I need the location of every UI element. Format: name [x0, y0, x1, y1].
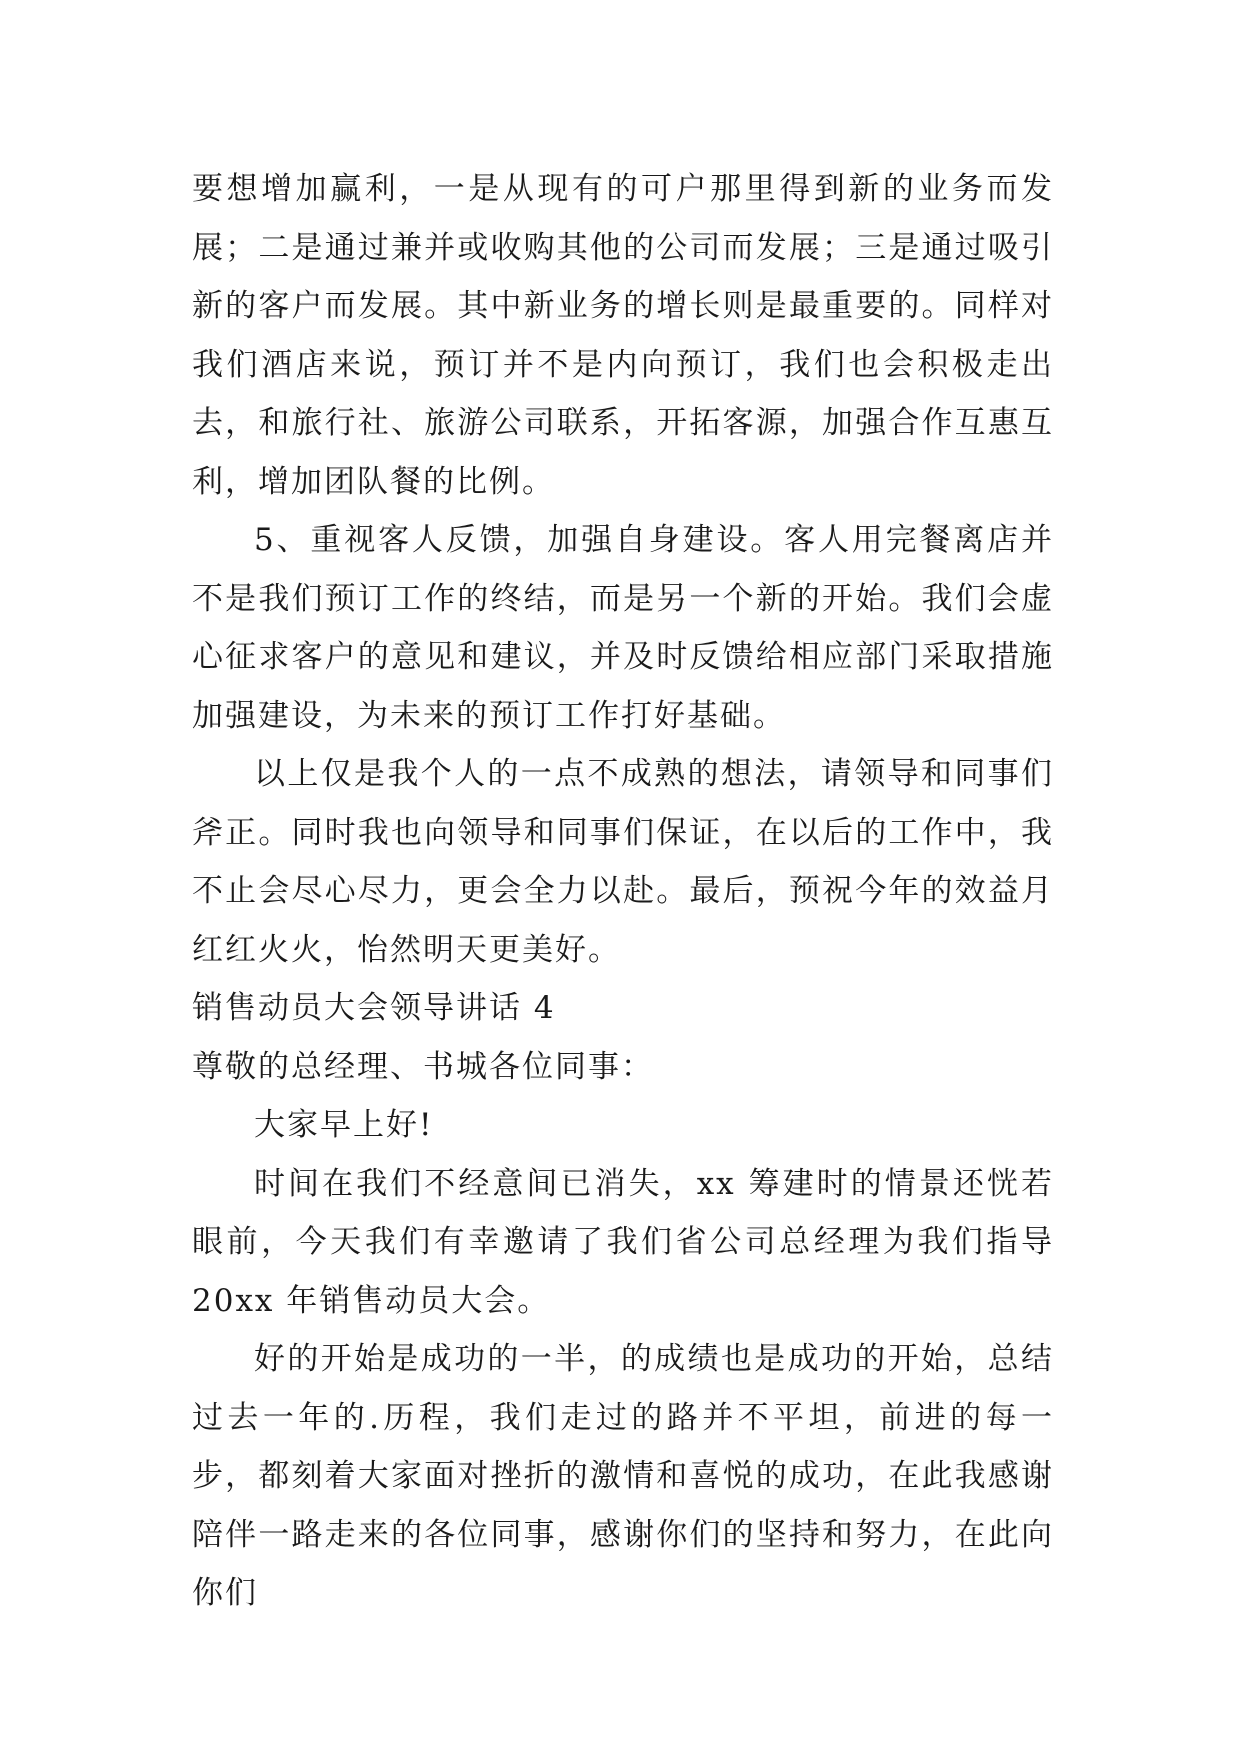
document-body	[192, 160, 1054, 1623]
paragraph-review: 好的开始是成功的一半，的成绩也是成功的开始，总结过去一年的.历程，我们走过的路并不平坦，前进的每一步，都刻着大家面对挫折的激情和喜悦的成功，在此我感谢陪伴一路走来的各位同事，感谢你们的坚持和努力，在此向你们	[192, 1341, 1054, 1611]
greeting: 大家早上好!	[254, 1107, 434, 1143]
paragraph-customer-feedback: 5、重视客人反馈，加强自身建设。客人用完餐离店并不是我们预订工作的终结，而是另一个新的开始。我们会虚心征求客户的意见和建议，并及时反馈给相应部门采取措施加强建设，为未来的预订工作打好基础。	[192, 522, 1054, 734]
section-heading: 销售动员大会领导讲话 4	[192, 990, 556, 1026]
paragraph-closing-remarks: 以上仅是我个人的一点不成熟的想法，请领导和同事们斧正。同时我也向领导和同事们保证，在以后的工作中，我不止会尽心尽力，更会全力以赴。最后，预祝今年的效益月红红火火，怡然明天更美好。	[192, 756, 1054, 968]
paragraph-opening: 时间在我们不经意间已消失，xx 筹建时的情景还恍若眼前，今天我们有幸邀请了我们省公司总经理为我们指导 20xx 年销售动员大会。	[192, 1165, 1054, 1319]
paragraph-growth-strategy: 要想增加赢利，一是从现有的可户那里得到新的业务而发展；二是通过兼并或收购其他的公司而发展；三是通过吸引新的客户而发展。其中新业务的增长则是最重要的。同样对我们酒店来说，预订并不是内向预订，我们也会积极走出去，和旅行社、旅游公司联系，开拓客源，加强合作互惠互利，增加团队餐的比例。	[192, 171, 1054, 500]
salutation: 尊敬的总经理、书城各位同事：	[192, 1048, 654, 1085]
